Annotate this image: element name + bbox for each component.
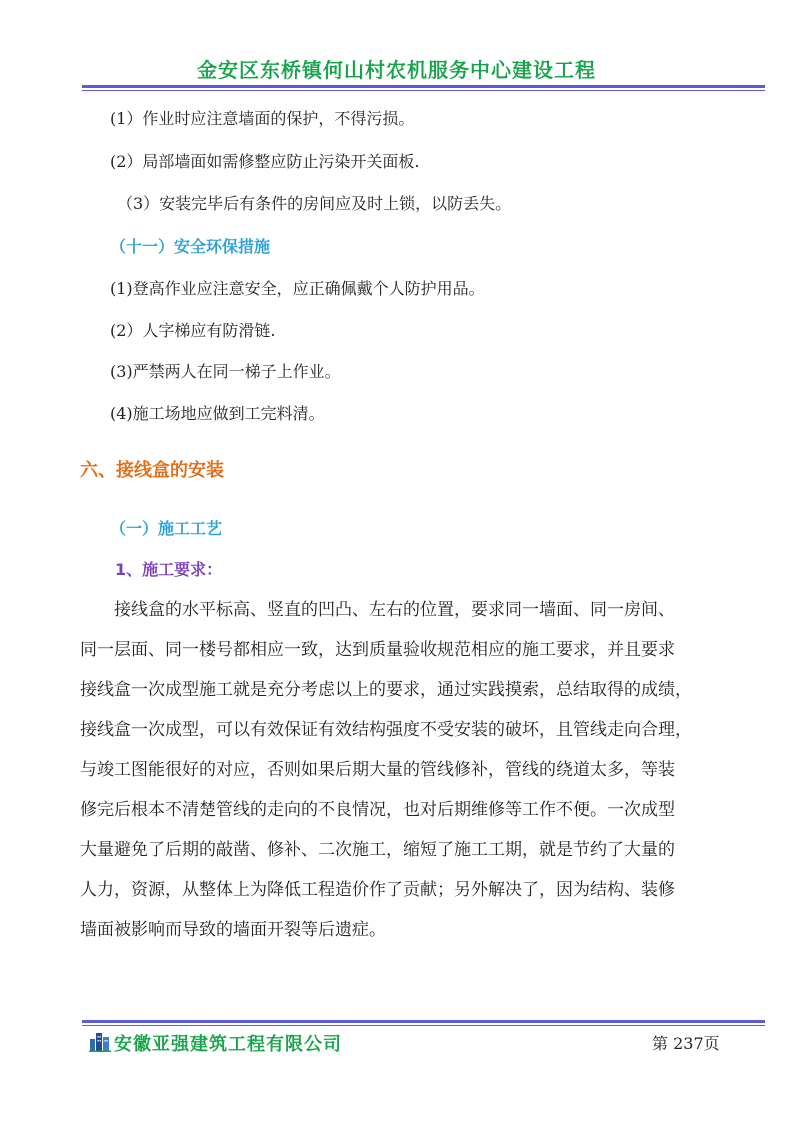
list-item: （3）安装完毕后有条件的房间应及时上锁，以防丢失。: [117, 194, 512, 213]
subsection-heading-safety: （十一）安全环保措施: [110, 237, 271, 256]
list-item: (2）人字梯应有防滑链.: [110, 321, 276, 340]
section-heading: 六、接线盒的安装: [80, 460, 224, 481]
body-paragraph: [80, 595, 720, 955]
paragraph-line: 接线盒的水平标高、竖直的凹凸、左右的位置，要求同一墙面、同一房间、: [80, 600, 675, 620]
footer-company-name: 安徽亚强建筑工程有限公司: [114, 1034, 342, 1055]
building-logo-icon: [89, 1030, 111, 1052]
list-item: (4)施工场地应做到工完料清。: [110, 404, 325, 423]
page-number: 第 237页: [652, 1034, 720, 1053]
paragraph-line: 同一层面、同一楼号都相应一致，达到质量验收规范相应的施工要求，并且要求: [80, 640, 675, 660]
paragraph-line: 接线盒一次成型施工就是充分考虑以上的要求，通过实践摸索，总结取得的成绩，: [80, 680, 692, 700]
paragraph-line: 接线盒一次成型，可以有效保证有效结构强度不受安装的破坏，且管线走向合理，: [80, 720, 692, 740]
list-item: (1)登高作业应注意安全，应正确佩戴个人防护用品。: [110, 279, 485, 298]
paragraph-line: 墙面被影响而导致的墙面开裂等后遗症。: [80, 920, 386, 940]
footer-rule-thick: [82, 1020, 765, 1023]
requirement-heading: 1、施工要求：: [115, 560, 223, 579]
document-header-title: 金安区东桥镇何山村农机服务中心建设工程: [197, 58, 596, 82]
subsection-heading-process: （一）施工工艺: [110, 519, 223, 538]
list-item: (3)严禁两人在同一梯子上作业。: [110, 362, 341, 381]
paragraph-line: 与竣工图能很好的对应，否则如果后期大量的管线修补，管线的绕道太多，等装: [80, 760, 675, 780]
footer-rule-thin: [82, 1025, 765, 1026]
header-rule-thick: [82, 85, 765, 88]
paragraph-line: 大量避免了后期的敲凿、修补、二次施工，缩短了施工工期，就是节约了大量的: [80, 840, 675, 860]
header-rule-thin: [82, 90, 765, 91]
list-item: (2）局部墙面如需修整应防止污染开关面板.: [110, 152, 420, 171]
paragraph-line: 人力，资源，从整体上为降低工程造价作了贡献；另外解决了，因为结构、装修: [80, 880, 675, 900]
list-item: (1）作业时应注意墙面的保护，不得污损。: [110, 109, 415, 128]
paragraph-line: 修完后根本不清楚管线的走向的不良情况，也对后期维修等工作不便。一次成型: [80, 800, 675, 820]
